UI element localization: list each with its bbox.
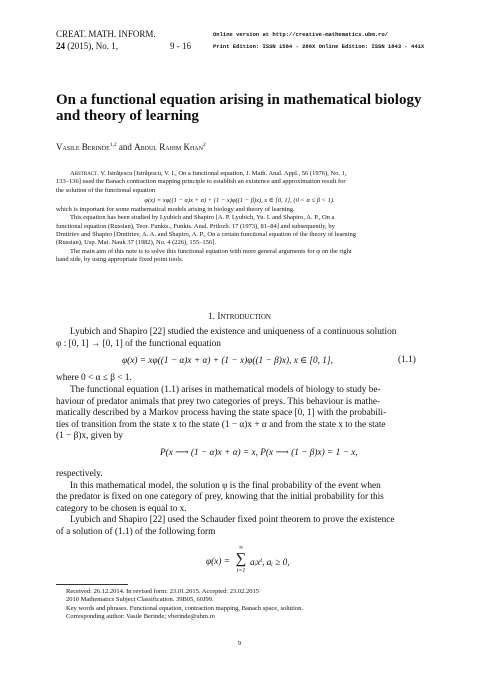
equation-series-rhs: aᵢxⁱ, aᵢ ≥ 0, bbox=[250, 558, 290, 568]
section-number: 1. bbox=[208, 312, 215, 322]
author-1: Vasile Berinde bbox=[56, 142, 110, 152]
volume-number: 24 bbox=[56, 41, 65, 51]
footnotes bbox=[66, 588, 426, 622]
intro-line: category to be chosen is equal to x. bbox=[56, 503, 187, 514]
intro-line: In this mathematical model, the solution φ is the final probability of the event when bbox=[70, 480, 381, 491]
intro-line: of a solution of (1.1) of the following form bbox=[56, 526, 216, 537]
sum-lower-limit: i=1 bbox=[236, 568, 246, 574]
page-range: 9 - 16 bbox=[170, 41, 191, 51]
abstract-line: This equation has been studied by Lyubich and Shapiro [A. P. Lyubich, Yu. I. and Shapiro, A. P., On a bbox=[70, 214, 335, 222]
equation-1-1-tag: (1.1) bbox=[398, 355, 416, 365]
print-edition: Print Edition: ISSN 1584 - 286X Online Edition: ISSN 1843 - 441X bbox=[213, 43, 425, 50]
intro-paragraph-1 bbox=[56, 327, 423, 350]
section-heading bbox=[56, 312, 423, 322]
intro-line: The functional equation (1.1) arises in mathematical models of biology to study be- bbox=[70, 385, 381, 395]
author-1-affiliation: 1,2 bbox=[109, 142, 117, 148]
intro-paragraph-2 bbox=[56, 385, 423, 443]
abstract-line: Dmitriev and Shapiro [Dmitriev, A. A. and Shapiro, A. P., On a certain functional equation of the theory of learning bbox=[56, 231, 356, 239]
intro-paragraph-3 bbox=[56, 469, 423, 539]
abstract-equation: φ(x) = xφ((1 − α)x + α) + (1 − x)φ((1 − β)x), x ∈ [0, 1], (0 < α ≤ β < 1). bbox=[144, 196, 335, 204]
intro-line: the predator is fixed on one category of prey, knowing that the initial probability for this bbox=[56, 492, 384, 503]
intro-line: Lyubich and Shapiro [22] studied the existence and uniqueness of a continuous solution bbox=[70, 327, 397, 337]
abstract-line: 133–136] used the Banach contraction mapping principle to establish an existence and approximation result for bbox=[56, 178, 346, 186]
abstract bbox=[56, 170, 423, 264]
abstract-line: (Russian), Usp. Mat. Nauk 37 (1982), No. 4 (226), 155–156]. bbox=[56, 239, 216, 247]
intro-line: haviour of predator animals that prey two categories of preys. This behaviour is mathe- bbox=[56, 396, 381, 407]
paper-title-line-2: and theory of learning bbox=[56, 108, 199, 124]
keywords: Key words and phrases. Functional equation, contraction mapping, Banach space, solution. bbox=[66, 604, 304, 612]
authors bbox=[56, 142, 206, 152]
online-label: Online version at bbox=[213, 31, 270, 38]
intro-line: matically described by a Markov process having the state space [0, 1] with the probabili- bbox=[56, 408, 387, 419]
online-url: http://creative-mathematics.ubm.ro/ bbox=[272, 31, 388, 38]
intro-line: φ : [0, 1] → [0, 1] of the functional equation bbox=[56, 338, 221, 349]
online-version bbox=[213, 29, 388, 40]
author-2-affiliation: 2 bbox=[202, 142, 206, 148]
intro-where: where 0 < α ≤ β < 1. bbox=[56, 373, 132, 383]
intro-line: (1 − β)x, given by bbox=[56, 431, 124, 442]
journal-volume bbox=[56, 41, 118, 52]
authors-and: and bbox=[118, 142, 132, 152]
page-number: 9 bbox=[237, 640, 242, 647]
abstract-line: hand side, by using appropriate fixed point tools. bbox=[56, 255, 184, 263]
journal-name: CREAT. MATH. INFORM. bbox=[56, 29, 156, 39]
sum-symbol: ∑ bbox=[235, 551, 247, 567]
abstract-line: which is important for some mathematical models arising in biology and theory of learning. bbox=[56, 206, 295, 214]
section-title: Introduction bbox=[217, 312, 271, 322]
equation-1-1: φ(x) = xφ((1 − α)x + α) + (1 − x)φ((1 − β)x), x ∈ [0, 1], bbox=[122, 356, 333, 366]
sum-upper-limit: ∞ bbox=[238, 545, 244, 551]
intro-line: respectively. bbox=[56, 469, 103, 479]
volume-year-issue: (2015), No. 1, bbox=[67, 41, 118, 51]
author-2: Abdul Rahim Khan bbox=[134, 142, 203, 152]
corresponding-author: Corresponding author: Vasile Berinde; vberinde@ubm.ro bbox=[66, 613, 216, 621]
equation-series-lhs: φ(x) = bbox=[206, 557, 231, 567]
received-dates: Received: 26.12.2014. In revised form: 23.01.2015. Accepted: 23.02.2015 bbox=[66, 588, 259, 595]
abstract-label: Abstract. bbox=[70, 170, 99, 177]
msc-classification: 2010 Mathematics Subject Classification. 39B05, 60J99. bbox=[66, 596, 214, 604]
abstract-line: the solution of the functional equation bbox=[56, 186, 156, 194]
abstract-line: functional equation (Russian), Teor. Funkts., Funkts. Anal. Prilozh. 17 (1973), 81–84] and subsequently, by bbox=[56, 222, 335, 230]
abstract-line: The main aim of this note is to solve this functional equation with more general arguments for φ on the right bbox=[70, 247, 352, 255]
equation-transition: P(x ⟶ (1 − α)x + α) = x, P(x ⟶ (1 − β)x) = 1 − x, bbox=[160, 448, 358, 458]
intro-line: Lyubich and Shapiro [22] used the Schauder fixed point theorem to prove the existence bbox=[70, 515, 395, 526]
intro-line: ties of transition from the state x to the state (1 − α)x + α and from the state x to the state bbox=[56, 419, 386, 430]
paper-title-line-1: On a functional equation arising in mathematical biology bbox=[56, 92, 422, 108]
footnote-divider bbox=[56, 584, 128, 585]
abstract-line: V. Istrăţescu [Istrăţescu, V. I., On a functional equation, J. Math. Anal. Appl., 56 (1976), No. 1, bbox=[100, 170, 347, 177]
